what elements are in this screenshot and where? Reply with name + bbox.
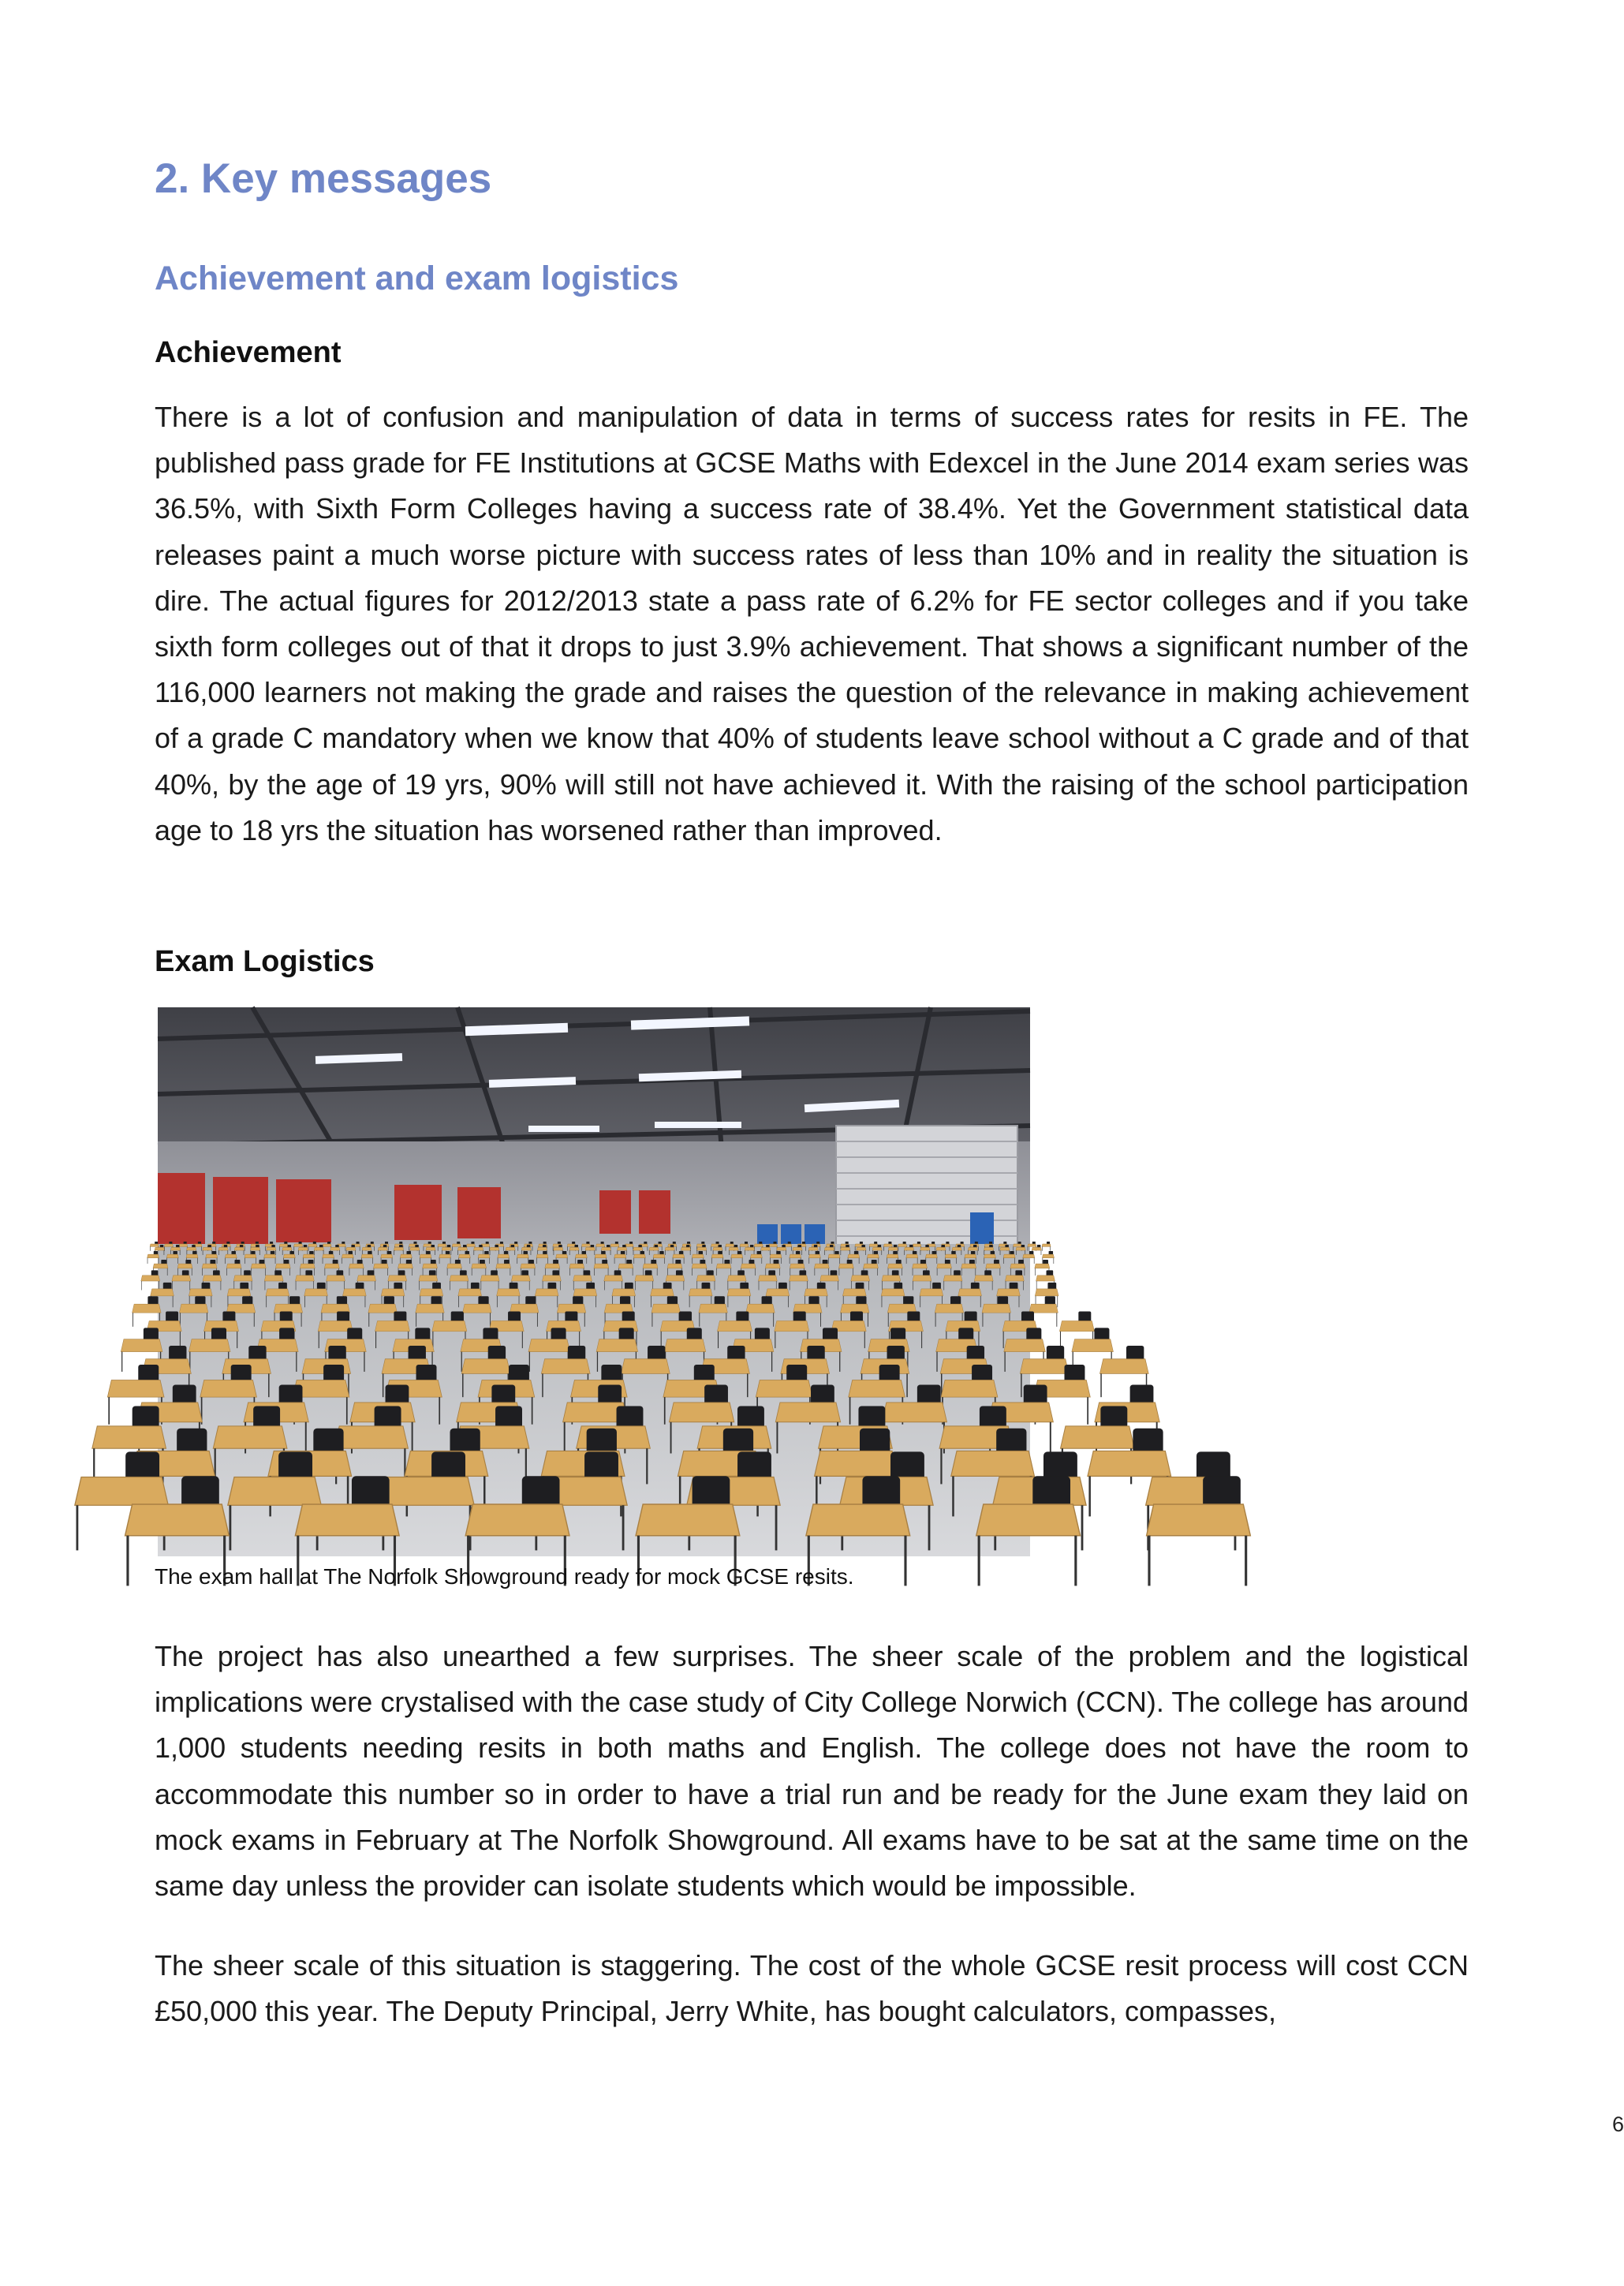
desk (790, 1254, 801, 1258)
desk (790, 1276, 808, 1281)
desk (614, 1254, 626, 1258)
desk (463, 1304, 492, 1313)
desk (643, 1264, 658, 1268)
desk (521, 1247, 531, 1250)
desk (234, 1247, 244, 1250)
desk (264, 1254, 276, 1258)
desk (473, 1247, 483, 1250)
desk (925, 1254, 937, 1258)
desk (227, 1289, 251, 1296)
desk (388, 1276, 407, 1281)
desk (423, 1264, 438, 1268)
desk (828, 1254, 840, 1258)
desk (882, 1276, 901, 1281)
desk (729, 1247, 738, 1250)
desk (869, 1244, 878, 1246)
desk (746, 1304, 775, 1313)
desk (327, 1276, 345, 1281)
desk (1035, 1264, 1050, 1268)
desk (147, 1254, 159, 1258)
desk (373, 1264, 388, 1268)
desk (511, 1276, 530, 1281)
desk (452, 1244, 461, 1246)
desk (330, 1247, 340, 1250)
desk (294, 1244, 303, 1246)
desk (777, 1247, 786, 1250)
desk (649, 1247, 659, 1250)
desk (334, 1426, 409, 1448)
desk (1016, 1247, 1025, 1250)
desk (594, 1264, 609, 1268)
desk (251, 1264, 266, 1268)
desk (497, 1289, 521, 1296)
desk (375, 1320, 409, 1331)
desk (976, 1504, 1081, 1536)
desk (1059, 1320, 1094, 1331)
desk (450, 1276, 469, 1281)
desk (1004, 1339, 1046, 1352)
desk (775, 1320, 809, 1331)
desk (349, 1264, 364, 1268)
desk (622, 1359, 670, 1374)
desk (1010, 1264, 1025, 1268)
desk (1020, 1359, 1069, 1374)
desk (410, 1247, 420, 1250)
desk (958, 1289, 982, 1296)
desk (442, 1247, 451, 1250)
desk (881, 1289, 905, 1296)
desk (935, 1304, 964, 1313)
desk (166, 1254, 178, 1258)
desk (1042, 1244, 1051, 1246)
desk (636, 1504, 740, 1536)
desk (107, 1380, 164, 1397)
desk (689, 1289, 712, 1296)
subsection-heading: Achievement and exam logistics (155, 260, 679, 297)
desk (814, 1264, 829, 1268)
desk (545, 1264, 560, 1268)
desk (920, 1247, 930, 1250)
desk (308, 1244, 317, 1246)
desk (713, 1247, 722, 1250)
desk (150, 1244, 159, 1246)
desk (984, 1254, 995, 1258)
desk (300, 1264, 315, 1268)
desk (775, 1403, 840, 1422)
desk (420, 1289, 443, 1296)
desk (717, 1320, 752, 1331)
desk (872, 1247, 882, 1250)
exam-logistics-heading: Exam Logistics (155, 945, 375, 978)
desk (203, 1276, 222, 1281)
desk (986, 1264, 1001, 1268)
desk (264, 1276, 283, 1281)
desk (824, 1247, 834, 1250)
desk (151, 1289, 174, 1296)
desk (952, 1247, 961, 1250)
desk (731, 1254, 743, 1258)
exam-logistics-paragraph-1: The project has also unearthed a few surprises. The sheer scale of the problem and the logistical implications were crystalised with the case study of City College Norwich (CCN). The college has around 1,000 students needing resits in both maths and English. The college does not have the room to accommodate this number so in order to have a trial run and be ready for the June exam they laid on mock exams in February at The Norfolk Showground. All exams have to be sat at the same time on the same day unless the provider can isolate students which would be impossible. (155, 1640, 1469, 1903)
desk (203, 1247, 212, 1250)
desk (275, 1264, 290, 1268)
desk (1042, 1254, 1054, 1258)
desk (625, 1244, 633, 1246)
desk (457, 1247, 467, 1250)
desk (461, 1359, 510, 1374)
desk (1005, 1276, 1024, 1281)
desk (841, 1247, 850, 1250)
desk (187, 1247, 196, 1250)
desk (913, 1244, 921, 1246)
desk (528, 1339, 570, 1352)
desk (848, 1254, 860, 1258)
desk (298, 1247, 308, 1250)
desk (361, 1254, 373, 1258)
desk (398, 1264, 413, 1268)
desk (1147, 1504, 1251, 1536)
desk (842, 1289, 866, 1296)
desk (665, 1247, 674, 1250)
page-number: 6 (1612, 2112, 1624, 2136)
desk (266, 1289, 289, 1296)
desk (381, 1254, 393, 1258)
desk (961, 1264, 976, 1268)
desk (805, 1289, 828, 1296)
desk (697, 1247, 707, 1250)
desk (569, 1247, 579, 1250)
desk (1060, 1426, 1134, 1448)
desk (362, 1247, 371, 1250)
desk (458, 1254, 470, 1258)
desk (666, 1276, 685, 1281)
desk (1014, 1244, 1022, 1246)
desk (556, 1254, 568, 1258)
desk (1029, 1304, 1058, 1313)
desk (635, 1276, 654, 1281)
desk (740, 1244, 749, 1246)
desk (179, 1304, 208, 1313)
desk (490, 1247, 499, 1250)
desk (906, 1254, 918, 1258)
desk (766, 1289, 790, 1296)
desk (225, 1254, 237, 1258)
desk (141, 1276, 160, 1281)
desk (667, 1264, 682, 1268)
desk (968, 1247, 977, 1250)
desk (887, 1254, 898, 1258)
desk (941, 1380, 998, 1397)
desk (480, 1276, 499, 1281)
desk (610, 1244, 619, 1246)
desk (323, 1254, 334, 1258)
desk (569, 1264, 584, 1268)
desk (542, 1276, 561, 1281)
exam-logistics-paragraph-2: The sheer scale of this situation is staggering. The cost of the whole GCSE resit process will cost CCN £50,000 this year. The Deputy Principal, Jerry White, has bought calculators, compasses, (155, 1949, 1469, 2028)
desk (673, 1254, 685, 1258)
desk (808, 1247, 818, 1250)
desk (250, 1247, 259, 1250)
desk (200, 1380, 257, 1397)
desk (965, 1254, 976, 1258)
desk (618, 1264, 633, 1268)
desk (189, 1289, 212, 1296)
desk (189, 1339, 230, 1352)
desk (424, 1244, 432, 1246)
desk (596, 1339, 638, 1352)
desk (745, 1247, 754, 1250)
desk (357, 1276, 376, 1281)
desk (536, 1254, 548, 1258)
desk (573, 1276, 592, 1281)
desk (765, 1264, 780, 1268)
desk (581, 1244, 590, 1246)
desk (472, 1264, 487, 1268)
desk (279, 1244, 288, 1246)
desk (936, 1247, 946, 1250)
desk (155, 1247, 164, 1250)
exam-hall-photo (158, 1007, 1030, 1556)
desk (206, 1254, 218, 1258)
desk (585, 1247, 595, 1250)
desk (793, 1247, 802, 1250)
desk (267, 1247, 276, 1250)
desk (727, 1289, 751, 1296)
desk (541, 1359, 590, 1374)
desk (882, 1403, 946, 1422)
desk (951, 1451, 1035, 1476)
desk (426, 1247, 435, 1250)
desk (458, 1289, 482, 1296)
desk (945, 1254, 957, 1258)
desk (125, 1504, 230, 1536)
desk (651, 1289, 674, 1296)
desk (982, 1304, 1011, 1313)
desk (342, 1289, 366, 1296)
desk (226, 1264, 241, 1268)
desk (177, 1264, 192, 1268)
desk (664, 1339, 706, 1352)
section-heading: 2. Key messages (155, 155, 492, 202)
desk (692, 1264, 707, 1268)
desk (913, 1264, 928, 1268)
desk (920, 1289, 943, 1296)
desk (439, 1254, 451, 1258)
desk (601, 1247, 610, 1250)
desk (133, 1304, 162, 1313)
desk (521, 1264, 536, 1268)
desk (75, 1477, 168, 1506)
desk (760, 1247, 770, 1250)
desk (295, 1276, 314, 1281)
desk (851, 1276, 870, 1281)
desk (756, 1380, 812, 1397)
desk (867, 1254, 879, 1258)
desk (1023, 1254, 1035, 1258)
desk (419, 1276, 438, 1281)
desk (218, 1247, 228, 1250)
desk (741, 1264, 756, 1268)
desk (573, 1289, 597, 1296)
desk (121, 1339, 162, 1352)
desk (604, 1276, 623, 1281)
desk (179, 1244, 188, 1246)
desk (898, 1244, 907, 1246)
desk (1088, 1451, 1171, 1476)
desk (883, 1244, 892, 1246)
desk (314, 1247, 323, 1250)
desk (368, 1304, 398, 1313)
desk (420, 1254, 431, 1258)
desk (1036, 1276, 1055, 1281)
desk (283, 1254, 295, 1258)
desk (164, 1244, 173, 1246)
desk (323, 1244, 331, 1246)
desk (466, 1244, 475, 1246)
desk (726, 1244, 734, 1246)
desk (517, 1254, 528, 1258)
desk (838, 1264, 853, 1268)
desk (913, 1276, 931, 1281)
desk (815, 1451, 898, 1476)
desk (1000, 1247, 1010, 1250)
desk (400, 1254, 412, 1258)
desk (696, 1276, 715, 1281)
desk (496, 1264, 511, 1268)
desk (478, 1254, 490, 1258)
desk (758, 1276, 777, 1281)
desk (820, 1276, 839, 1281)
desk (937, 1264, 952, 1268)
desk (245, 1254, 256, 1258)
desk (857, 1247, 866, 1250)
desk (295, 1504, 399, 1536)
desk (699, 1304, 728, 1313)
desk (202, 1264, 217, 1268)
desk (575, 1254, 587, 1258)
desk (904, 1247, 913, 1250)
desk (1028, 1244, 1036, 1246)
desk (432, 1320, 467, 1331)
desk (974, 1276, 993, 1281)
desk (711, 1254, 723, 1258)
desk (984, 1247, 994, 1250)
desk (633, 1254, 645, 1258)
desk (1003, 1254, 1015, 1258)
desk (790, 1264, 805, 1268)
desk (617, 1247, 626, 1250)
desk (1035, 1289, 1058, 1296)
desk (849, 1380, 905, 1397)
desk (681, 1247, 690, 1250)
desk (692, 1254, 704, 1258)
desk (438, 1244, 446, 1246)
desk (447, 1264, 462, 1268)
desk (304, 1289, 328, 1296)
desk (716, 1264, 731, 1268)
desk (394, 1247, 403, 1250)
desk (888, 1247, 898, 1250)
desk (669, 1403, 734, 1422)
desk (378, 1247, 387, 1250)
desk (172, 1276, 191, 1281)
photo-caption: The exam hall at The Norfolk Showground ready for mock GCSE resits. (155, 1564, 854, 1589)
desk (863, 1264, 878, 1268)
desk (535, 1289, 558, 1296)
desk (997, 1289, 1021, 1296)
exam-hall-illustration (158, 1007, 1030, 1556)
desk (1032, 1247, 1041, 1250)
desk (537, 1247, 547, 1250)
desk (186, 1254, 198, 1258)
desk (750, 1254, 762, 1258)
desk (943, 1276, 962, 1281)
desk (888, 1264, 903, 1268)
desk (170, 1247, 180, 1250)
desk (303, 1254, 315, 1258)
desk (754, 1244, 763, 1246)
desk (324, 1264, 339, 1268)
desk (595, 1254, 607, 1258)
desk (233, 1276, 252, 1281)
desk (727, 1276, 746, 1281)
desk (808, 1254, 820, 1258)
desk (342, 1254, 353, 1258)
desk (506, 1247, 515, 1250)
desk (612, 1289, 636, 1296)
desk (770, 1254, 782, 1258)
desk (498, 1254, 510, 1258)
desk (92, 1426, 166, 1448)
desk (416, 1304, 445, 1313)
desk (1072, 1339, 1114, 1352)
desk (554, 1247, 563, 1250)
desk (346, 1247, 356, 1250)
achievement-heading: Achievement (155, 336, 342, 369)
desk (1099, 1359, 1148, 1374)
desk (653, 1254, 665, 1258)
desk (282, 1247, 292, 1250)
achievement-paragraph: There is a lot of confusion and manipulation of data in terms of success rates for resits in FE. The published pass grade for FE Institutions at GCSE Maths with Edexcel in the June 2014 exam series was 36.5%, with Sixth Form Colleges having a success rate of 38.4%. Yet the Government statistical data releases paint a much worse picture with success rates of less than 10% and in reality the situation is dire. The actual figures for 2012/2013 state a pass rate of 6.2% for FE sector colleges and if you take sixth form colleges out of that it drops to just 3.9% achievement. That shows a significant number of the 116,000 learners not making the grade and raises the question of the relevance in making achievement of a grade C mandatory when we know that 40% of students leave school without a C grade and of that 40%, by the age of 19 yrs, 90% will still not have achieved it. With the raising of the school participation age to 18 yrs the situation has worsened rather than improved. (155, 401, 1469, 846)
desk (633, 1247, 643, 1250)
desk (228, 1477, 321, 1506)
desk (596, 1244, 605, 1246)
desk (768, 1244, 777, 1246)
desk (806, 1504, 910, 1536)
desk (465, 1504, 569, 1536)
desk (651, 1304, 681, 1313)
desk (381, 1477, 474, 1506)
desk (213, 1426, 287, 1448)
desk (381, 1289, 405, 1296)
desk (153, 1264, 168, 1268)
